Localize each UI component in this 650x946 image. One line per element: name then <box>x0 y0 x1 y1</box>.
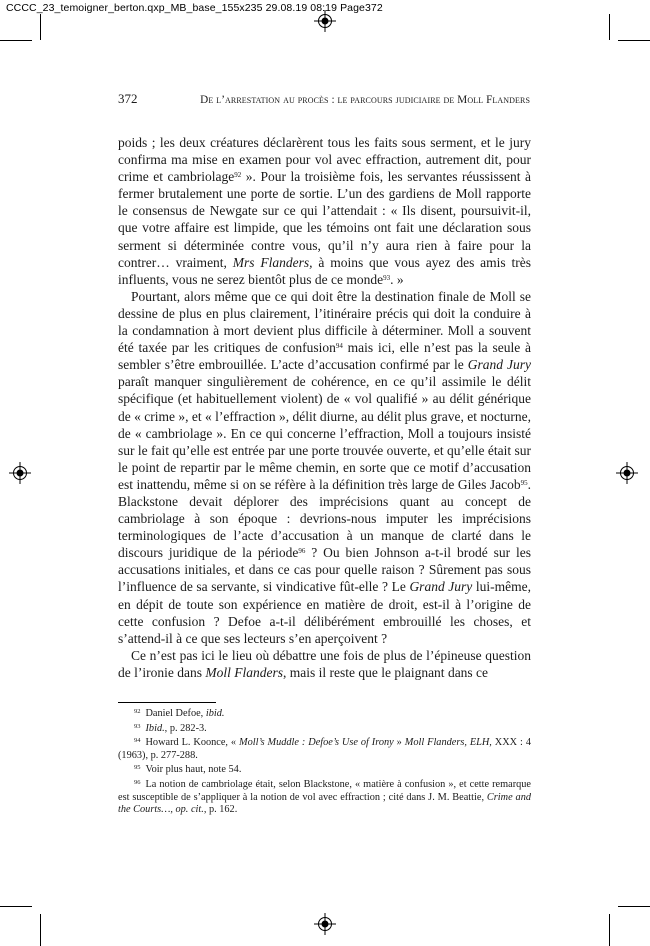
text-run: , mais il reste que le plaignant dans ce <box>282 664 489 680</box>
text-run: , p. 282-3. <box>164 722 207 734</box>
footnote-number: 92 <box>134 708 141 715</box>
crop-mark <box>609 914 610 946</box>
footnote-ref[interactable]: 96 <box>298 547 306 556</box>
crop-mark <box>40 914 41 946</box>
crop-mark <box>609 14 610 40</box>
body-text <box>118 134 531 681</box>
text-run: Pourtant, alors même que ce qui doit être la destination finale de Moll se dessine de plus en plus clairement, l’itinéraire précis qui doit la conduire à la condamnation à mort devient plus difficile à déterminer. Moll a souvent été taxée par les critiques de confusion <box>118 288 531 356</box>
registration-mark-icon <box>616 462 638 484</box>
footnote <box>118 721 531 736</box>
text-run: » <box>393 737 405 749</box>
registration-mark-icon <box>9 462 31 484</box>
italic-text: Crime and the Courts…, op. cit. <box>118 791 531 816</box>
footnote-number: 96 <box>134 778 141 786</box>
text-run: ». Pour la troisième fois, les servantes réussissent à fermer brutalement une porte de sortie. L’un des gardiens de Moll rapporte le consensus de Newgate sur ce qui l’attendait : « Ils disent, poursuivit-il, que votre affaire est limpide, que les témoins ont fait une déclaration sous serment si déterminée contre vous, qu’il n’y aura rien à faire pour la contrer… vraiment, <box>118 169 531 270</box>
footnote <box>118 706 531 721</box>
italic-text: ibid. <box>205 708 225 719</box>
crop-mark <box>0 40 32 41</box>
italic-text: Moll Flanders, ELH, <box>404 737 492 749</box>
italic-text: Grand Jury <box>467 357 531 373</box>
footnote-ref[interactable]: 95 <box>520 478 528 487</box>
text-run: mais ici, elle n’est pas la seule à sembler s’être embrouillée. L’acte d’accusation confirmé par le <box>118 340 532 373</box>
footnote-ref[interactable]: 93 <box>383 273 391 282</box>
italic-text: Moll Flanders <box>205 664 283 680</box>
italic-text: Mrs Flanders, <box>232 254 313 270</box>
text-run: Howard L. Koonce, « <box>145 737 240 749</box>
text-run: à moins que vous ayez des amis très influents, vous ne serez bientôt plus de ce monde <box>118 254 532 287</box>
page-number: 372 <box>118 91 138 106</box>
text-run: Ce n’est pas ici le lieu où débattre une fois de plus de l’épineuse question de l’ironie dans <box>118 647 531 680</box>
text-run: ? Ou bien Johnson a-t-il brodé sur les accusations initiales, et dans ce cas pour quelle raison ? Sûrement pas sous l’influence de sa servante, si vindicative fût-elle ? Le <box>118 545 531 595</box>
footnote-number: 95 <box>134 764 141 772</box>
text-run: Daniel Defoe, <box>145 708 206 719</box>
text-run: . » <box>390 271 404 287</box>
text-run: poids ; les deux créatures déclarèrent tous les faits sous serment, et le jury confirma ma mise en examen pour vol avec effraction, autrement dit, pour crime et cambriolage <box>118 135 531 185</box>
footnote-divider <box>118 702 216 703</box>
italic-text: Grand Jury <box>409 579 473 595</box>
crop-mark <box>618 906 650 907</box>
paragraph <box>118 288 531 647</box>
crop-mark <box>0 906 32 907</box>
text-run: , p. 162. <box>203 804 238 816</box>
text-run: La notion de cambriolage était, selon Blackstone, « matière à confusion », et cette remarque est susceptible de s’appliquer à la notion de vol avec effraction ; cité dans J. M. Beattie, <box>118 778 531 803</box>
text-run: paraît manquer singulièrement de cohérence, en ce qu’il assimile le délit spécifique (et habituellement violent) de « vol qualifié » au délit générique de « crime », et « l’effraction », délit diurne, au délit plus grave, et nocturne, de « cambriolage ». En ce qui concerne l’effraction, Moll a toujours insisté sur le fait qu’elle est entrée par une porte trouvée ouverte, et qu’elle était sur le point de repartir par le même chemin, en sorte que ce motif d’accusation est inattendu, même si on se réfère à la définition très large de Giles Jacob <box>118 374 531 492</box>
registration-mark-icon <box>314 913 336 935</box>
footnote <box>118 777 531 817</box>
paragraph <box>118 647 531 681</box>
running-head: De l’arrestation au procès : le parcours judiciaire de Moll Flanders <box>200 94 530 106</box>
footnote-ref[interactable]: 92 <box>234 171 242 180</box>
registration-mark-icon <box>314 10 336 32</box>
text-run: Voir plus haut, note 54. <box>145 764 242 776</box>
footnotes <box>118 706 531 817</box>
footnote-number: 94 <box>134 737 141 745</box>
italic-text: Moll’s Muddle : Defoe’s Use of Irony <box>239 737 394 749</box>
paragraph <box>118 134 531 288</box>
text-run: . Blackstone devait déplorer des imprécisions quant au concept de cambriolage à son époque : devrions-nous imputer les imprécisions terminologiques de l’acte d’accusation à un manque de clarté dans le discours juridique de la période <box>118 476 531 561</box>
text-run: lui-même, en dépit de toute son expérience en matière de droit, est-il à l’origine de cette confusion ? Defoe a-t-il délibérément embrouillé les choses, et s’attend-il à ce que ses lecteurs s’en aperçoivent ? <box>118 579 532 646</box>
footnote-ref[interactable]: 94 <box>335 342 343 351</box>
crop-mark <box>40 14 41 40</box>
print-slug: CCCC_23_temoigner_berton.qxp_MB_base_155x235 29.08.19 08:19 Page372 <box>6 2 383 14</box>
text-run: XXX : 4 (1963), p. 277-288. <box>118 737 532 761</box>
crop-mark <box>618 40 650 41</box>
footnote-number: 93 <box>134 722 141 730</box>
footnote <box>118 762 531 777</box>
italic-text: Ibid. <box>145 722 165 734</box>
footnote <box>118 735 531 762</box>
